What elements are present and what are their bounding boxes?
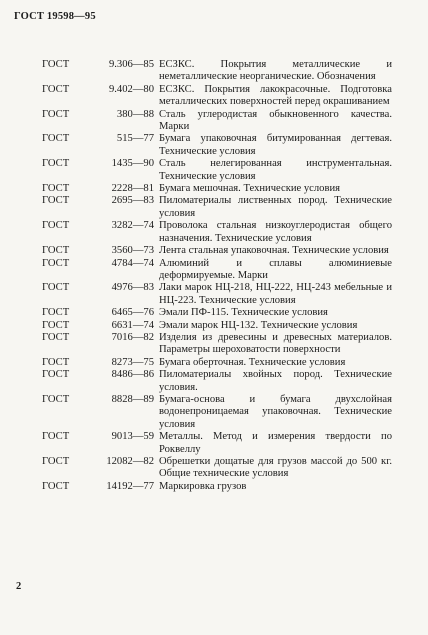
standard-code	[0, 158, 154, 183]
standard-title: ЕСЗКС. Покрытия металлические и неметаллические неорганические. Обозначения	[159, 59, 392, 83]
standard-prefix: ГОСТ	[42, 282, 70, 294]
standard-title: Лента стальная упаковочная. Технические условия	[159, 245, 389, 257]
standard-title: Бумага оберточная. Технические условия	[159, 356, 346, 368]
standard-number: 9.306—85	[108, 59, 154, 70]
standard-code	[0, 357, 154, 369]
standard-title: Бумага упаковочная битумированная дегтевая. Технические условия	[159, 133, 392, 157]
reference-row	[0, 158, 428, 183]
standard-prefix: ГОСТ	[42, 369, 70, 381]
standard-code	[0, 220, 154, 245]
standard-code	[0, 195, 154, 220]
reference-row	[0, 183, 428, 195]
standard-prefix: ГОСТ	[42, 108, 70, 120]
standard-title: Сталь углеродистая обыкновенного качества. Марки	[159, 108, 392, 133]
standard-number: 12082—82	[106, 456, 154, 467]
standard-prefix: ГОСТ	[42, 83, 70, 95]
reference-row	[0, 258, 428, 283]
standard-number: 6465—76	[111, 307, 154, 319]
standard-title: Металлы. Метод и измерения твердости по Роквеллу	[159, 431, 392, 455]
reference-row	[0, 332, 428, 357]
reference-row	[0, 245, 428, 257]
reference-row	[0, 84, 428, 109]
standard-title: Пиломатериалы лиственных пород. Технические условия	[159, 195, 392, 219]
standard-title: Эмали ПФ-115. Технические условия	[159, 307, 328, 319]
standard-number: 8273—75	[111, 356, 154, 368]
standard-title: Алюминий и сплавы алюминиевые деформируемые. Марки	[159, 257, 392, 281]
standard-title: Бумага мешочная. Технические условия	[159, 183, 341, 195]
standard-number: 9.402—80	[108, 83, 154, 95]
reference-row	[0, 394, 428, 431]
standard-title: Бумага-основа и бумага двухслойная водонепроницаемая упаковочная. Технические условия	[159, 393, 392, 430]
standard-title: Эмали марок НЦ-132. Технические условия	[159, 319, 358, 331]
standard-code	[0, 109, 154, 134]
standard-number: 2695—83	[111, 195, 154, 207]
standard-title: ЕСЗКС. Покрытия лакокрасочные. Подготовка металлических поверхностей перед окрашиванием	[159, 83, 392, 108]
standard-number: 3560—73	[111, 245, 154, 257]
reference-row	[0, 320, 428, 332]
standard-title: Пиломатериалы хвойных пород. Технические условия.	[159, 369, 392, 393]
standard-prefix: ГОСТ	[42, 245, 70, 257]
standard-prefix: ГОСТ	[42, 59, 70, 70]
reference-row	[0, 195, 428, 220]
standard-prefix: ГОСТ	[42, 195, 70, 207]
standard-code	[0, 84, 154, 109]
standard-number: 4976—83	[111, 282, 154, 294]
reference-row	[0, 481, 428, 493]
reference-row	[0, 59, 428, 84]
standard-number: 4784—74	[111, 257, 154, 269]
standard-code	[0, 245, 154, 257]
standard-number: 8486—86	[111, 369, 154, 381]
reference-row	[0, 133, 428, 158]
standard-code	[0, 59, 154, 84]
standard-prefix: ГОСТ	[42, 319, 70, 331]
standard-title: Изделия из древесины и древесных материалов. Параметры шероховатости поверхности	[159, 331, 392, 356]
standard-number: 8828—89	[111, 393, 154, 405]
standard-code	[0, 282, 154, 307]
standard-number: 3282—74	[111, 220, 154, 232]
standard-number: 9013—59	[111, 431, 154, 443]
standard-prefix: ГОСТ	[42, 158, 70, 170]
standard-code	[0, 332, 154, 357]
standard-number: 2228—81	[111, 183, 154, 195]
standard-prefix: ГОСТ	[42, 356, 70, 368]
standard-code	[0, 481, 154, 493]
reference-row	[0, 307, 428, 319]
standard-prefix: ГОСТ	[42, 133, 70, 145]
standard-title: Маркировка грузов	[159, 480, 247, 492]
standard-number: 6631—74	[111, 319, 154, 331]
standard-title: Сталь нелегированная инструментальная. Технические условия	[159, 158, 392, 182]
standard-number: 515—77	[116, 133, 154, 145]
reference-row	[0, 109, 428, 134]
standard-prefix: ГОСТ	[42, 480, 70, 492]
standard-prefix: ГОСТ	[42, 393, 70, 405]
standard-prefix: ГОСТ	[42, 431, 70, 443]
standard-prefix: ГОСТ	[42, 220, 70, 232]
standard-number: 14192—77	[106, 480, 154, 492]
reference-row	[0, 456, 428, 481]
reference-row	[0, 431, 428, 456]
page-number: 2	[16, 581, 22, 592]
standard-number: 7016—82	[111, 331, 154, 343]
standard-code	[0, 394, 154, 431]
standard-code	[0, 369, 154, 394]
standard-code	[0, 258, 154, 283]
standard-code	[0, 320, 154, 332]
standard-title: Обрешетки дощатые для грузов массой до 500 кг. Общие технические условия	[159, 456, 392, 480]
normative-references-list	[0, 59, 428, 493]
standard-prefix: ГОСТ	[42, 456, 70, 467]
standard-code	[0, 456, 154, 481]
standard-code	[0, 431, 154, 456]
standard-code	[0, 183, 154, 195]
standard-number: 380—88	[116, 108, 154, 120]
standard-title: Проволока стальная низкоуглеродистая общего назначения. Технические условия	[159, 220, 392, 244]
standard-prefix: ГОСТ	[42, 307, 70, 319]
standard-code	[0, 133, 154, 158]
reference-row	[0, 369, 428, 394]
standard-title: Лаки марок НЦ-218, НЦ-222, НЦ-243 мебельные и НЦ-223. Технические условия	[159, 282, 392, 306]
reference-row	[0, 220, 428, 245]
document-header: ГОСТ 19598—95	[14, 11, 96, 22]
standard-prefix: ГОСТ	[42, 183, 70, 195]
reference-row	[0, 357, 428, 369]
standard-number: 1435—90	[111, 158, 154, 170]
reference-row	[0, 282, 428, 307]
standard-code	[0, 307, 154, 319]
standard-prefix: ГОСТ	[42, 331, 70, 343]
standard-prefix: ГОСТ	[42, 257, 70, 269]
